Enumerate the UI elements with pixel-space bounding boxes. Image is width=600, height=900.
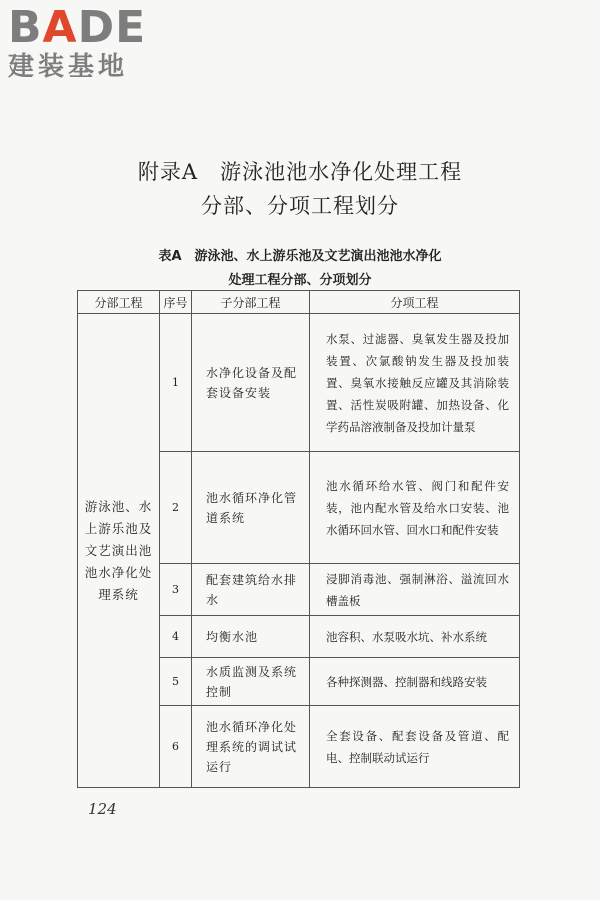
appendix-title-line2: 分部、分项工程划分	[201, 194, 399, 218]
items-cell: 浸脚消毒池、强制淋浴、溢流回水槽盖板	[310, 564, 520, 616]
sub-division-cell: 池水循环净化管道系统	[192, 452, 310, 564]
logo-letter-b: B	[8, 2, 43, 53]
sub-division-cell: 池水循环净化处理系统的调试试运行	[192, 706, 310, 788]
appendix-title	[0, 155, 600, 223]
sub-division-cell: 水净化设备及配套设备安装	[192, 314, 310, 452]
header-division: 分部工程	[78, 291, 160, 314]
bade-logo	[8, 4, 146, 82]
items-cell: 水泵、过滤器、臭氧发生器及投加装置、次氯酸钠发生器及投加装置、臭氧水接触反应罐及其消除装置、活性炭吸附罐、加热设备、化学药品溶液制备及投加计量泵	[310, 314, 520, 452]
items-cell: 全套设备、配套设备及管道、配电、控制联动试运行	[310, 706, 520, 788]
sub-division-cell: 均衡水池	[192, 616, 310, 658]
table-row	[78, 314, 520, 452]
logo-letters-de: DE	[77, 2, 147, 53]
sub-division-cell: 配套建筑给水排水	[192, 564, 310, 616]
table-caption-line1: 表A 游泳池、水上游乐池及文艺演出池池水净化	[158, 249, 442, 264]
page-number: 124	[88, 800, 117, 818]
division-cell: 游泳池、水上游乐池及文艺演出池池水净化处理系统	[78, 314, 160, 788]
logo-wordmark	[8, 4, 146, 52]
seq-cell: 4	[160, 616, 192, 658]
header-seq: 序号	[160, 291, 192, 314]
items-cell: 各种探测器、控制器和线路安装	[310, 658, 520, 706]
header-sub-division: 子分部工程	[192, 291, 310, 314]
table-header-row	[78, 291, 520, 314]
seq-cell: 5	[160, 658, 192, 706]
seq-cell: 6	[160, 706, 192, 788]
table-caption-line2: 处理工程分部、分项划分	[228, 273, 372, 288]
items-cell: 池容积、水泵吸水坑、补水系统	[310, 616, 520, 658]
items-cell: 池水循环给水管、阀门和配件安装，池内配水管及给水口安装、池水循环回水管、回水口和配件安装	[310, 452, 520, 564]
logo-letter-a: A	[42, 2, 78, 53]
table-caption	[0, 245, 600, 293]
seq-cell: 3	[160, 564, 192, 616]
seq-cell: 2	[160, 452, 192, 564]
header-items: 分项工程	[310, 291, 520, 314]
logo-subtitle: 建装基地	[8, 52, 129, 82]
division-table-wrap	[77, 290, 519, 790]
division-table	[77, 290, 520, 788]
appendix-title-line1: 附录A 游泳池池水净化处理工程	[137, 160, 463, 184]
sub-division-cell: 水质监测及系统控制	[192, 658, 310, 706]
seq-cell: 1	[160, 314, 192, 452]
